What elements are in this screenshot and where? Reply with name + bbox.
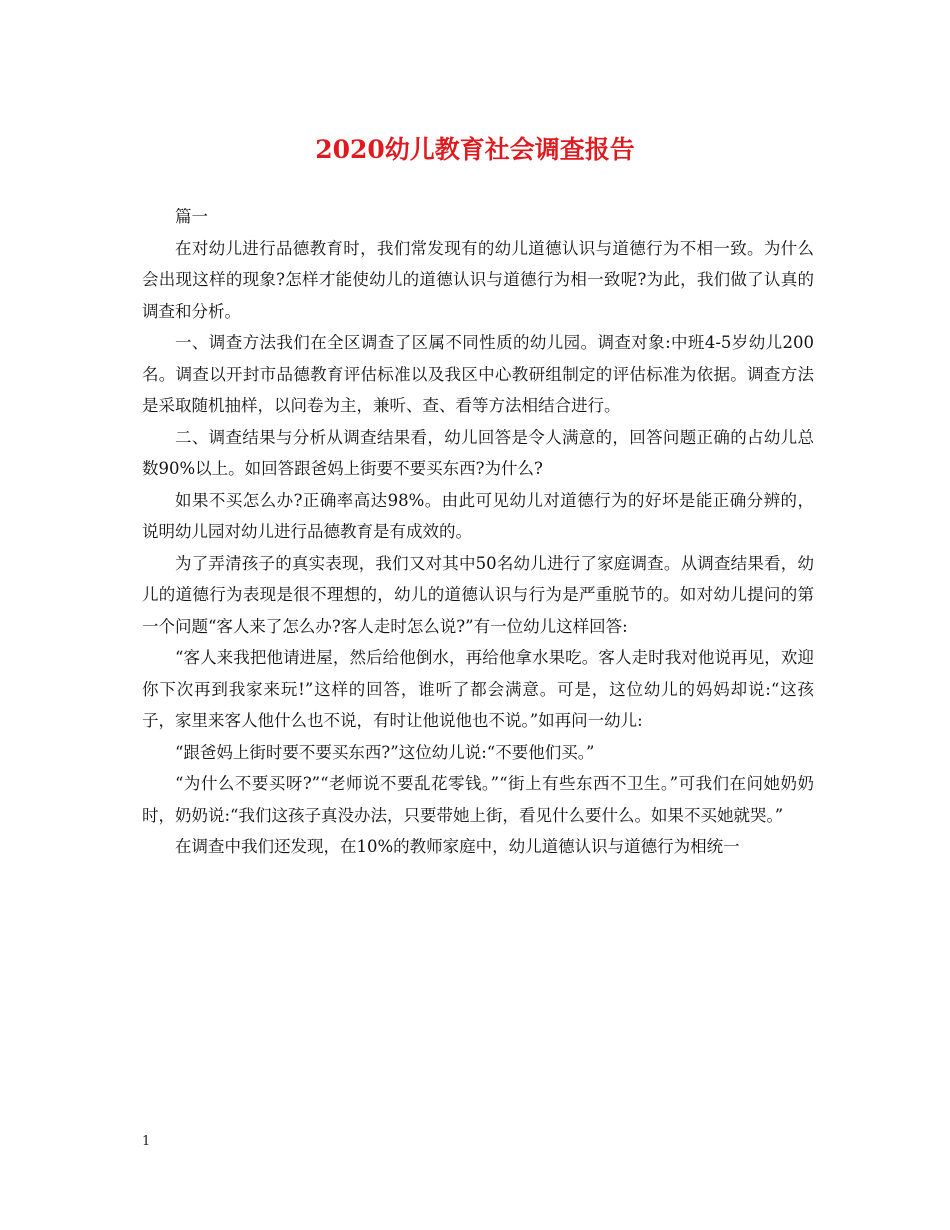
paragraph: 为了弄清孩子的真实表现，我们又对其中50名幼儿进行了家庭调查。从调查结果看，幼儿的道德行为表现是很不理想的，幼儿的道德认识与行为是严重脱节的。如对幼儿提问的第一个问题“客人来了怎么办?客人走时怎么说?”有一位幼儿这样回答:	[142, 553, 814, 636]
page-number: 1	[142, 1134, 151, 1149]
paragraph: 一、调查方法我们在全区调查了区属不同性质的幼儿园。调查对象:中班4-5岁幼儿200名。调查以开封市品德教育评估标准以及我区中心教研组制定的评估标准为依据。调查方法是采取随机抽样，以问卷为主，兼听、查、看等方法相结合进行。	[142, 333, 814, 415]
paragraph: “客人来我把他请进屋，然后给他倒水，再给他拿水果吃。客人走时我对他说再见，欢迎你下次再到我家来玩!”这样的回答，谁听了都会满意。可是，这位幼儿的妈妈却说:“这孩子，家里来客人他什么也不说，有时让他说他也不说。”如再问一幼儿:	[142, 648, 814, 730]
paragraph: “为什么不要买呀?”“老师说不要乱花零钱。”“街上有些东西不卫生。”可我们在问她奶奶时，奶奶说:“我们这孩子真没办法，只要带她上街，看见什么要什么。如果不买她就哭。”	[142, 774, 814, 825]
paragraph: 如果不买怎么办?正确率高达98%。由此可见幼儿对道德行为的好坏是能正确分辨的，说明幼儿园对幼儿进行品德教育是有成效的。	[142, 490, 814, 541]
paragraph: 在调查中我们还发现，在10%的教师家庭中，幼儿道德认识与道德行为相统一	[175, 837, 740, 856]
document-body	[142, 201, 814, 863]
paragraph-section-heading: 篇一	[175, 207, 208, 226]
paragraph: 二、调查结果与分析从调查结果看，幼儿回答是令人满意的，回答问题正确的占幼儿总数90%以上。如回答跟爸妈上街要不要买东西?为什么?	[142, 427, 814, 478]
document-title: 2020幼儿教育社会调查报告	[315, 135, 635, 164]
paragraph: 在对幼儿进行品德教育时，我们常发现有的幼儿道德认识与道德行为不相一致。为什么会出现这样的现象?怎样才能使幼儿的道德认识与道德行为相一致呢?为此，我们做了认真的调查和分析。	[142, 238, 814, 321]
paragraph: “跟爸妈上街时要不要买东西?”这位幼儿说:“不要他们买。”	[175, 742, 595, 762]
